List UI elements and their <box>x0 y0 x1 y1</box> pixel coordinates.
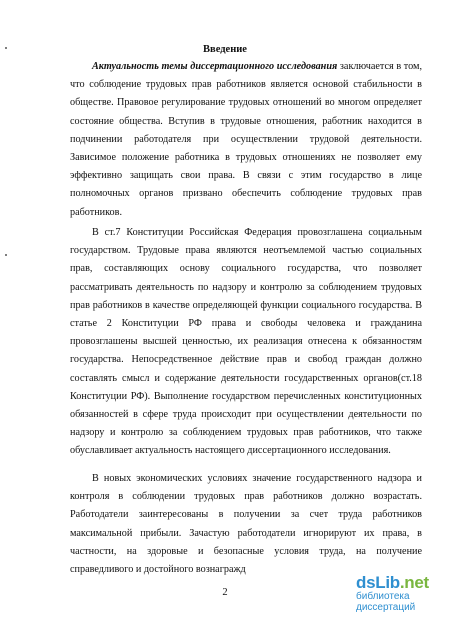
page-number: 2 <box>222 587 228 598</box>
watermark-logo-main: dsLib <box>356 573 400 592</box>
dslib-watermark[interactable] <box>356 573 444 613</box>
paragraph-3-text: В новых экономических условиях значение государственного надзора и контроля в соблюдении трудовых прав работников должно возрастать. Работодатели заинтересованы в получении за счет труда работников максимальной прибыли. Зачастую работодатели игнорируют их права, в частности, на здоровые и безопасные условия труда, на получение справедливого и достойного вознагражд <box>70 473 422 576</box>
margin-dot <box>5 254 7 256</box>
section-title: Введение <box>203 44 247 55</box>
paragraph-1-text: заключается в том, что соблюдение трудовых прав работников является основой стабильности в обществе. Правовое регулирование трудовых отношений во многом определяет состояние общества. Вступив в трудовые отношения, работник находится в подчинении работодателя при осуществлении трудовой деятельности. Зависимое положение работника в трудовых отношениях не позволяет ему эффективно защищать свои права. В связи с этим государство в лице полномочных органов призвано обеспечить соблюдение трудовых прав работников. <box>70 61 423 218</box>
watermark-logo <box>356 573 444 593</box>
paragraph-2 <box>70 224 422 461</box>
watermark-subtitle: библиотека диссертаций <box>356 591 416 613</box>
paragraph-3 <box>70 470 422 579</box>
watermark-logo-accent: .net <box>399 573 429 592</box>
paragraph-1-lead: Актуальность темы диссертационного исследования <box>92 61 338 72</box>
paragraph-1 <box>70 58 422 222</box>
paragraph-2-text: В ст.7 Конституции Российская Федерация провозглашена социальным государством. Трудовые права являются неотъемлемой частью социальных прав, составляющих основу социального государства, что позволяет рассматривать деятельность по надзору и контролю за соблюдением трудовых прав работников в качестве определяющей функции социального государства. В статье 2 Конституции РФ права и свободы человека и гражданина провозглашены высшей ценностью, их реализация отнесена к обязанностям государства. Непосредственное действие прав и свобод граждан должно составлять смысл и содержание деятельности государственных органов(ст.18 Конституции РФ). Выполнение государством перечисленных конституционных обязанностей в сфере труда происходит при осуществлении деятельности по надзору и контролю за соблюдением трудовых прав работников, что также обуславливает актуальность настоящего диссертационного исследования. <box>70 227 422 457</box>
